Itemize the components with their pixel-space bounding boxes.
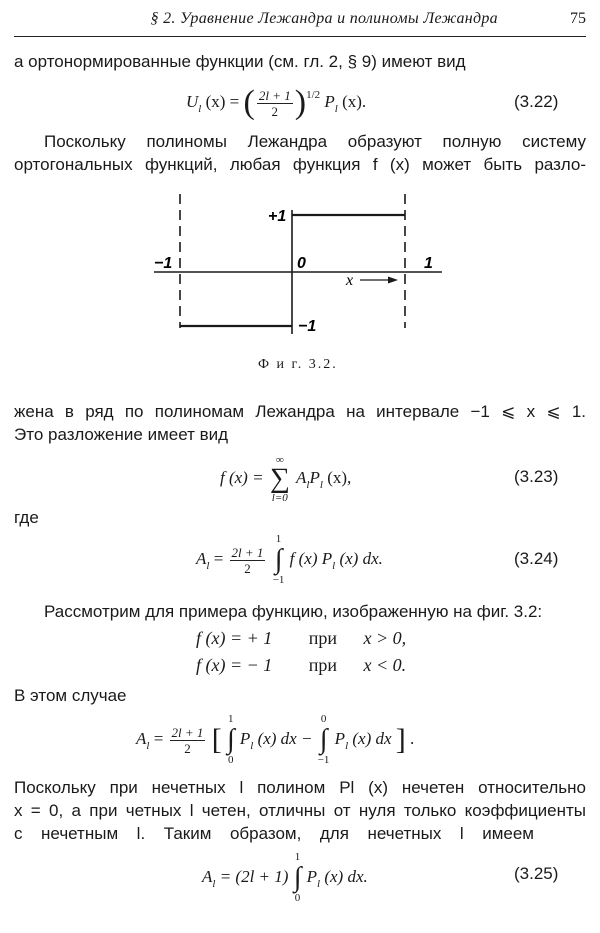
paragraph-3-line-2: Это разложение имеет вид (14, 425, 229, 444)
page-header (14, 8, 586, 32)
label-x: x (346, 272, 354, 289)
paragraph-7-line-1: Поскольку при нечетных l полином Pl (x) нечетен относительно (14, 778, 586, 797)
paragraph-1: а ортонормированные функции (см. гл. 2, § 9) имеют вид (14, 52, 466, 71)
paragraph-7-line-3: с нечетным l. Таким образом, для нечетных l имеем (14, 824, 534, 843)
paragraph-5: Рассмотрим для примера функцию, изображенную на фиг. 3.2: (44, 602, 543, 621)
x-arrow-head (388, 277, 398, 284)
paragraph-2-line-1: Поскольку полиномы Лежандра образуют полную систему (44, 132, 586, 151)
label-plus-one: +1 (268, 208, 287, 225)
label-one: 1 (424, 255, 433, 272)
label-minus-one-x: −1 (154, 255, 173, 272)
figure-caption: Ф и г. 3.2. (258, 357, 338, 372)
equation-number-3-24: (3.24) (514, 549, 559, 568)
equation-number-3-23: (3.23) (514, 467, 559, 486)
equation-number-3-25: (3.25) (514, 864, 559, 883)
equation-3-23: f (x) = ∞ ∑ l=0 $A_lP_l$ (x), (220, 454, 352, 505)
paragraph-2-line-2: ортогональных функций, любая функция f (x) может быть разло- (14, 155, 586, 174)
condition-positive: f (x) = + 1 при x > 0, (196, 628, 407, 648)
equation-3-24: $A_l$ = $\frac{2l + 1}{2}$ 1 ∫ −1 f (x) $P_l$ (x) dx. (196, 533, 383, 587)
page-number: 75 (570, 10, 586, 27)
condition-negative: f (x) = − 1 при x < 0. (196, 655, 407, 675)
label-origin: 0 (297, 255, 306, 272)
paragraph-6: В этом случае (14, 686, 127, 705)
equation-3-22: $U_l$ (x) = ( $\frac{2l + 1}{2}$ )$^{1/2}$ $P_l$ (x). (186, 84, 367, 122)
equation-number-3-22: (3.22) (514, 92, 559, 111)
equation-case: $A_l$ = $\frac{2l + 1}{2}$ [ 1 ∫ 0 $P_l$ (x) dx − 0 ∫ −1 $P_l$ (x) dx ] . (136, 713, 415, 767)
paragraph-4: где (14, 508, 39, 527)
paragraph-3-line-1: жена в ряд по полиномам Лежандра на интервале −1 ⩽ x ⩽ 1. (14, 402, 586, 421)
label-minus-one-value: −1 (298, 318, 317, 335)
equation-3-25: $A_l = (2l + 1)$ 1 ∫ 0 $P_l$ (x) dx. (202, 851, 368, 905)
running-head: § 2. Уравнение Лежандра и полиномы Лежандра (150, 10, 498, 27)
header-rule (14, 36, 586, 37)
paragraph-7-line-2: x = 0, а при четных l четен, отличны от нуля только коэффициенты (14, 801, 586, 820)
